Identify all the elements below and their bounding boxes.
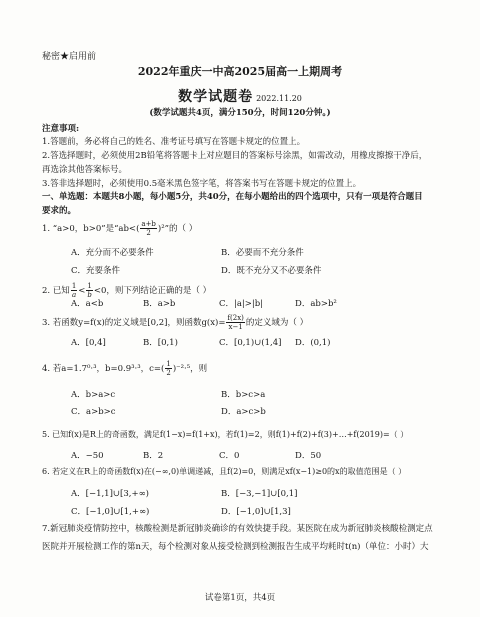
question-2-stem: 2. 已知 $\frac{1}{a}$ < $\frac{1}{b}$ <0，则下列结论正确的是（ ） [42,282,212,299]
q2-frac2-den: b [87,291,92,299]
subject-title-line [0,86,480,106]
q5-option-b: B．2 [143,451,164,461]
note-item: 1.答题前，务必将自己的姓名、准考证号填写在答题卡规定的位置上。 [42,137,306,147]
q4-stem-pre: 4. 若a=1.7⁰·³，b=0.9³·³，c= [42,364,162,374]
q2-frac1-num: 1 [71,282,77,290]
q4-option-a: A．b>a>c [71,390,116,400]
notes-heading: 注意事项: [42,124,80,134]
q6-option-c: C．[−1,0]∪[1,+∞) [71,507,150,517]
question-3-stem [42,314,308,331]
section-heading-cont: 要求的。 [42,206,77,216]
note-item: 再选涂其他答案标号。 [42,165,128,175]
q1-frac-num: a+b [141,220,156,228]
q3-stem-post: 的定义域为（ ） [245,318,309,328]
q1-stem-post: ²”的（ ） [161,224,198,234]
q3-fraction [226,314,244,331]
q1-option-c: C．充要条件 [71,266,121,276]
q4-stem-post: ⁻²·⁵，则 [176,364,208,374]
q2-option-d: D．ab>b² [295,299,337,309]
question-5-stem: 5. 已知f(x)是R上的奇函数，满足f(1−x)=f(1+x)，若f(1)=2，则f(1)+f(2)+f(3)+…+f(2019)=（ ） [42,430,409,439]
q3-stem-pre: 3. 若函数y=f(x)的定义域是[0,2]，则函数g(x)= [42,318,226,328]
q1-option-a: A．充分而不必要条件 [71,248,154,258]
q6-option-d: D．[−1,0]∪[1,3] [221,507,291,517]
q1-option-d: D．既不充分又不必要条件 [221,266,322,276]
paper-info: (数学试题共4页，满分150分，时间120分钟。) [149,108,331,118]
note-item: 3.答非选择题时，必须使用0.5毫米黑色签字笔，将答案书写在答题卡规定的位置上。 [42,179,362,189]
page-footer: 试卷第1页，共4页 [204,593,276,603]
q3-frac-num: f(2x) [227,314,244,322]
q4-fraction [165,360,171,377]
q3-option-d: D．(0,1) [295,338,331,348]
q2-stem-post: <0，则下列结论正确的是（ ） [93,286,212,296]
q1-stem-pre: 1. “a>0，b>0”是“ab< [42,224,137,234]
q2-option-c: C．|a|>|b| [219,299,264,309]
q3-option-b: B．[0,1) [143,338,178,348]
note-item: 2.答选择题时，必须使用2B铅笔将答题卡上对应题目的答案标号涂黑，如需改动，用橡皮擦擦干净后， [42,151,428,161]
q4-frac-den: 2 [166,369,171,377]
q2-option-a: A．a<b [71,299,104,309]
subject-title: 数学试题卷 [178,89,254,105]
q5-option-d: D．50 [295,451,322,461]
section-heading: 一、单选题：本题共8小题，每小题5分，共40分，在每小题给出的四个选项中，只有一项是符合题目 [42,192,423,202]
exam-date: 2022.11.20 [256,94,302,103]
question-7-stem: 7.新冠肺炎疫情防控中，核酸检测是新冠肺炎确诊的有效快捷手段。某医院在成为新冠肺炎核酸检测定点 [42,524,433,534]
q4-option-d: D．a>c>b [221,407,266,417]
q5-option-c: C．0 [219,451,240,461]
q2-frac2-num: 1 [87,282,92,290]
q4-frac-num: 1 [166,360,171,368]
exam-title: 2022年重庆一中高2025届高一上期周考 [137,65,343,78]
q3-frac-den: x−1 [228,323,243,331]
q2-stem-pre: 2. 已知 [42,286,70,296]
q2-frac1-den: a [71,291,77,299]
q1-option-b: B．必要而不充分条件 [221,248,304,258]
question-1-stem: 1. “a>0，b>0”是“ab<( $\frac{a+b}{2}$ )²”的（ ） [42,220,198,237]
q4-option-c: C．a>b>c [71,407,116,417]
q2-option-b: B．a>b [143,299,176,309]
q3-option-a: A．[0,4] [71,338,106,348]
q6-option-a: A．[−1,1]∪[3,+∞) [71,489,149,499]
q6-option-b: B．[−3,−1]∪[0,1] [221,489,298,499]
q1-frac-den: 2 [146,229,151,237]
question-7-stem-cont: 医院并开展检测工作的第n天，每个检测对象从接受检测到检测报告生成平均耗时t(n)（单位：小时）大 [42,542,429,552]
q5-option-a: A．−50 [71,451,104,461]
question-4-stem: 4. 若a=1.7⁰·³，b=0.9³·³，c=( $\frac{1}{2}$ )⁻²·⁵，则 [42,360,208,377]
q4-option-b: B．b>c>a [221,390,266,400]
question-6-stem: 6. 若定义在R上的奇函数f(x)在(−∞,0)单调递减，且f(2)=0，则满足xf(x−1)≥0的x的取值范围是（ ） [42,467,407,476]
q1-fraction [140,220,157,237]
secret-tag: 秘密★启用前 [42,52,97,62]
q3-option-c: C．[0,1)∪(1,4] [219,338,282,348]
